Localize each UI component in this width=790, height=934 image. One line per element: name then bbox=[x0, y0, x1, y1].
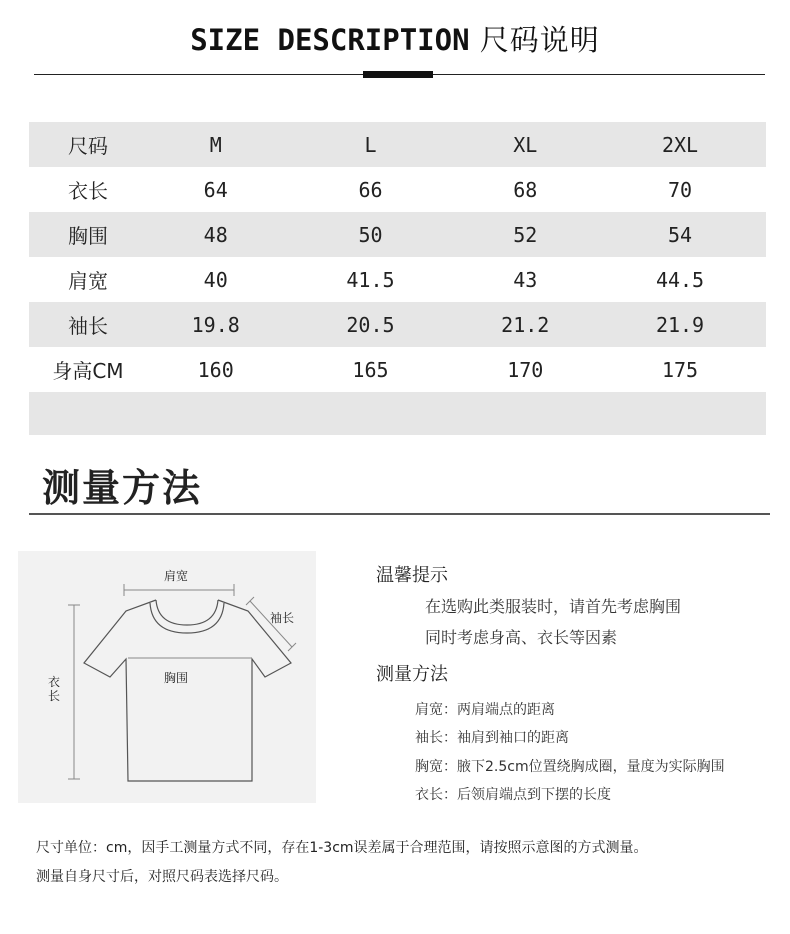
header-cell: 2XL bbox=[661, 132, 699, 157]
table-cell: 175 bbox=[661, 357, 699, 382]
tip-line: 在选购此类服装时，请首先考虑胸围 bbox=[425, 597, 682, 616]
table-cell: 70 bbox=[667, 177, 693, 202]
table-cell: 54 bbox=[667, 222, 693, 247]
tip-line: 同时考虑身高、衣长等因素 bbox=[425, 628, 618, 647]
table-cell: 66 bbox=[358, 177, 383, 202]
page-title bbox=[0, 18, 790, 59]
row-label: 衣长 bbox=[67, 179, 108, 203]
table-row bbox=[29, 167, 766, 212]
table-row bbox=[29, 302, 766, 347]
row-label: 肩宽 bbox=[67, 269, 108, 293]
table-cell: 43 bbox=[513, 267, 538, 292]
table-row bbox=[29, 257, 766, 302]
section-divider bbox=[29, 513, 770, 515]
tips-title: 温馨提示 bbox=[376, 565, 448, 586]
section-title: 测量方法 bbox=[42, 466, 203, 510]
size-table bbox=[29, 122, 766, 435]
table-cell: 21.9 bbox=[655, 312, 705, 337]
measure-line: 衣长：后领肩端点到下摆的长度 bbox=[415, 787, 611, 803]
row-label: 袖长 bbox=[67, 314, 108, 338]
shoulder-label: 肩宽 bbox=[164, 569, 189, 583]
table-cell: 68 bbox=[513, 177, 538, 202]
table-row bbox=[29, 212, 766, 257]
footer-note: 测量自身尺寸后，对照尺码表选择尺码。 bbox=[36, 869, 288, 885]
table-cell: 170 bbox=[507, 357, 544, 382]
table-cell: 40 bbox=[203, 267, 228, 292]
page-title-chinese: 尺码说明 bbox=[479, 23, 600, 57]
table-cell: 50 bbox=[358, 222, 383, 247]
table-empty-row bbox=[29, 392, 766, 435]
measure-title: 测量方法 bbox=[376, 664, 448, 685]
table-row bbox=[29, 347, 766, 392]
title-accent-bar bbox=[363, 71, 433, 78]
header-cell: M bbox=[209, 132, 222, 157]
chest-label: 胸围 bbox=[164, 671, 189, 685]
page-title-english: SIZE DESCRIPTION bbox=[190, 23, 470, 57]
measure-line: 胸宽：腋下2.5cm位置绕胸成圈，量度为实际胸围 bbox=[415, 759, 725, 775]
table-cell: 52 bbox=[513, 222, 538, 247]
table-cell: 44.5 bbox=[655, 267, 705, 292]
size-table-header bbox=[29, 122, 766, 167]
table-cell: 20.5 bbox=[346, 312, 395, 337]
table-cell: 48 bbox=[203, 222, 228, 247]
length-label: 衣长 bbox=[48, 675, 61, 703]
footer-note: 尺寸单位：cm，因手工测量方式不同，存在1-3cm误差属于合理范围，请按照示意图的方式测量。 bbox=[36, 840, 648, 856]
table-cell: 64 bbox=[203, 177, 228, 202]
header-cell: L bbox=[364, 132, 377, 157]
table-cell: 160 bbox=[197, 357, 234, 382]
table-cell: 21.2 bbox=[501, 312, 550, 337]
table-cell: 41.5 bbox=[346, 267, 395, 292]
table-cell: 19.8 bbox=[191, 312, 240, 337]
header-cell: 尺码 bbox=[67, 134, 108, 158]
header-cell: XL bbox=[513, 132, 538, 157]
table-cell: 165 bbox=[352, 357, 389, 382]
measure-line: 肩宽：两肩端点的距离 bbox=[415, 702, 555, 718]
measure-line: 袖长：袖肩到袖口的距离 bbox=[415, 730, 569, 746]
row-label: 身高CM bbox=[52, 359, 124, 383]
tshirt-diagram bbox=[18, 551, 316, 803]
row-label: 胸围 bbox=[67, 224, 108, 248]
sleeve-label: 袖长 bbox=[270, 611, 295, 625]
